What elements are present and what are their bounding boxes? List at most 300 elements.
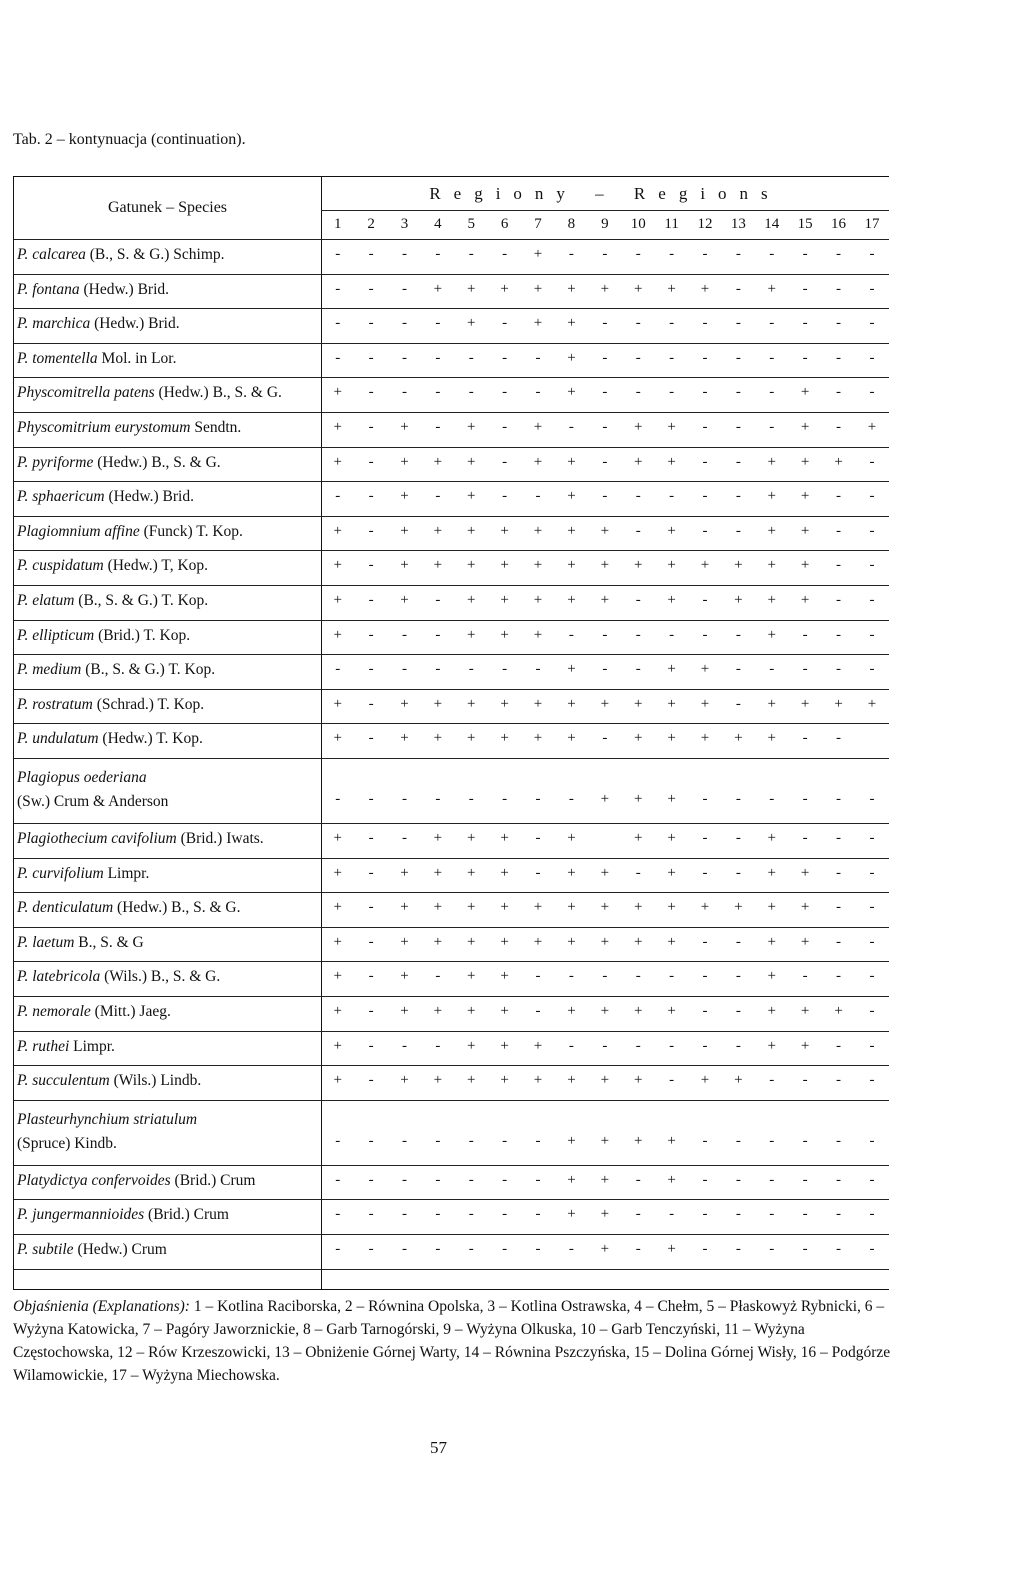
occurrence-mark: -: [735, 626, 741, 643]
occurrence-mark: -: [735, 1241, 741, 1257]
occurrence-mark: -: [335, 246, 341, 262]
occurrence-mark: -: [769, 1072, 775, 1089]
occurrence-mark: -: [769, 384, 775, 401]
species-author: (Sw.) Crum & Anderson: [17, 793, 169, 810]
occurrence-mark: -: [769, 246, 775, 262]
row-rule: [14, 239, 889, 240]
row-rule: [14, 1199, 889, 1200]
occurrence-mark: +: [533, 592, 543, 608]
occurrence-mark: -: [568, 419, 574, 435]
species-name: [17, 934, 144, 952]
occurrence-marks: [321, 696, 889, 713]
occurrence-mark: -: [502, 488, 508, 505]
table-row: [14, 550, 889, 585]
occurrence-mark: -: [869, 864, 875, 881]
occurrence-mark: -: [602, 661, 608, 678]
occurrence-mark: -: [802, 1171, 808, 1188]
occurrence-mark: +: [500, 1072, 509, 1089]
occurrence-mark: +: [800, 1003, 810, 1019]
occurrence-mark: +: [867, 419, 877, 435]
occurrence-mark: -: [602, 315, 608, 332]
occurrence-mark: +: [700, 661, 710, 678]
occurrence-mark: +: [834, 453, 843, 470]
species-author: (B., S. & G.) Schimp.: [89, 246, 225, 263]
occurrence-mark: -: [401, 661, 407, 678]
occurrence-mark: -: [368, 453, 374, 470]
occurrence-mark: -: [435, 968, 441, 985]
occurrence-mark: +: [533, 1037, 543, 1054]
occurrence-mark: -: [568, 626, 574, 643]
occurrence-mark: +: [633, 791, 643, 807]
occurrence-marks: [321, 830, 889, 847]
region-number: 6: [500, 216, 509, 232]
occurrence-mark: -: [502, 1171, 508, 1188]
occurrence-mark: +: [467, 1037, 476, 1054]
table-row: [14, 858, 889, 893]
occurrence-mark: +: [633, 1072, 643, 1089]
explanations-text: 1 – Kotlina Raciborska, 2 – Równina Opolska, 3 – Kotlina Ostrawska, 4 – Chełm, 5 – Płaskowyż Rybnicki, 6 – Wyżyna Katowicka, 7 – Pagóry Jaworznickie, 8 – Garb Tarnogórski, 9 – Wyżyna Olkuska, 10 – Garb Tenczyński, 11 – Wyżyna Częstochowska, 12 – Rów Krzeszowicki, 13 – Obniżenie Górnej Warty, 14 – Równina Pszczyńska, 15 – Dolina Górnej Wisły, 16 – Podgórze Wilamowickie, 17 – Wyżyna Miechowska.: [13, 1298, 891, 1384]
occurrence-mark: +: [500, 592, 509, 608]
occurrence-mark: +: [734, 557, 743, 574]
occurrence-mark: -: [568, 968, 574, 985]
occurrence-mark: +: [400, 1003, 409, 1019]
occurrence-mark: -: [368, 349, 374, 366]
occurrence-mark: -: [368, 280, 374, 297]
occurrence-mark: +: [800, 899, 810, 916]
occurrence-mark: -: [368, 968, 374, 985]
region-number: 5: [467, 216, 475, 232]
species-name: [17, 419, 241, 437]
table-row: [14, 377, 889, 412]
occurrence-mark: -: [869, 1132, 875, 1149]
occurrence-mark: -: [836, 626, 842, 643]
occurrence-mark: +: [800, 488, 810, 505]
occurrence-mark: -: [502, 384, 508, 401]
species-author: (Funck) T. Kop.: [143, 522, 243, 540]
occurrence-mark: +: [600, 557, 610, 574]
occurrence-mark: -: [869, 899, 875, 916]
occurrence-mark: -: [568, 1241, 574, 1257]
occurrence-mark: +: [467, 453, 476, 470]
occurrence-mark: -: [401, 1241, 407, 1257]
region-number: 15: [797, 216, 813, 232]
occurrence-mark: -: [635, 968, 641, 985]
occurrence-mark: -: [602, 626, 608, 643]
occurrence-marks: [321, 661, 889, 678]
occurrence-mark: +: [467, 830, 476, 846]
occurrence-mark: -: [435, 791, 441, 807]
occurrence-mark: [588, 830, 621, 847]
occurrence-mark: -: [869, 453, 875, 470]
occurrence-mark: -: [735, 453, 741, 470]
row-rule: [14, 1234, 889, 1235]
occurrence-mark: +: [667, 592, 676, 608]
occurrence-mark: +: [567, 730, 576, 747]
occurrence-mark: +: [700, 1072, 710, 1089]
species-binomial: latebricola: [32, 968, 101, 986]
table-row: [14, 823, 889, 858]
genus-abbreviation: P.: [17, 695, 29, 713]
occurrence-mark: -: [669, 1206, 675, 1223]
explanations: [13, 1295, 893, 1387]
occurrence-marks: [321, 899, 889, 916]
occurrence-mark: -: [335, 280, 341, 297]
occurrence-mark: +: [533, 899, 543, 916]
species-name: [17, 350, 176, 368]
occurrence-mark: +: [400, 592, 409, 608]
occurrence-mark: +: [433, 557, 443, 574]
occurrence-mark: -: [702, 933, 708, 950]
row-rule: [14, 758, 889, 759]
occurrence-mark: -: [435, 1206, 441, 1223]
occurrence-mark: +: [533, 280, 543, 297]
occurrence-marks: [321, 1133, 889, 1150]
occurrence-marks: [321, 523, 889, 540]
occurrence-mark: -: [435, 488, 441, 505]
occurrence-mark: -: [502, 246, 508, 262]
occurrence-mark: -: [502, 453, 508, 470]
occurrence-mark: -: [368, 315, 374, 332]
species-binomial: succulentum: [32, 1072, 110, 1090]
occurrence-mark: -: [702, 592, 708, 608]
species-binomial: Plagiomnium affine: [17, 522, 140, 540]
row-rule: [14, 892, 889, 893]
occurrence-mark: -: [468, 791, 474, 807]
occurrence-mark: -: [669, 384, 675, 401]
occurrence-mark: -: [702, 791, 708, 807]
occurrence-mark: -: [468, 661, 474, 678]
occurrence-mark: +: [533, 419, 543, 435]
occurrence-mark: -: [769, 1241, 775, 1257]
occurrence-mark: -: [769, 791, 775, 807]
explanations-label: Objaśnienia (Explanations):: [13, 1298, 190, 1315]
occurrence-mark: +: [667, 661, 676, 678]
occurrence-mark: -: [802, 626, 808, 643]
genus-abbreviation: P.: [17, 453, 29, 471]
species-author: (Hedw.) B., S. & G.: [158, 384, 282, 402]
occurrence-mark: +: [633, 899, 643, 916]
occurrence-mark: +: [467, 695, 476, 712]
occurrence-mark: +: [567, 280, 576, 297]
occurrence-mark: -: [368, 1241, 374, 1257]
occurrence-mark: -: [836, 280, 842, 297]
table-caption: Tab. 2 – kontynuacja (continuation).: [13, 131, 246, 148]
occurrence-mark: +: [500, 899, 509, 916]
occurrence-mark: +: [767, 830, 776, 846]
occurrence-mark: -: [368, 1206, 374, 1223]
occurrence-mark: -: [635, 864, 641, 881]
occurrence-mark: -: [836, 1072, 842, 1089]
occurrence-mark: -: [502, 661, 508, 678]
occurrence-mark: -: [869, 1037, 875, 1054]
occurrence-mark: -: [401, 1037, 407, 1054]
occurrence-mark: -: [368, 522, 374, 539]
occurrence-mark: +: [600, 1241, 610, 1257]
occurrence-mark: +: [800, 695, 810, 712]
occurrence-mark: -: [769, 419, 775, 435]
species-name: [17, 488, 194, 506]
occurrence-mark: +: [767, 695, 776, 712]
occurrence-mark: +: [533, 246, 543, 262]
species-author: (Schrad.) T. Kop.: [96, 695, 205, 713]
occurrence-mark: +: [533, 695, 543, 712]
occurrence-mark: +: [500, 968, 509, 985]
occurrence-mark: -: [702, 1003, 708, 1019]
occurrence-mark: +: [633, 695, 643, 712]
occurrence-mark: -: [368, 626, 374, 643]
occurrence-mark: +: [567, 315, 576, 332]
occurrence-mark: -: [535, 1206, 541, 1223]
occurrence-mark: -: [435, 661, 441, 678]
occurrence-mark: -: [368, 1171, 374, 1188]
occurrence-mark: +: [333, 557, 342, 574]
occurrence-mark: +: [467, 419, 476, 435]
occurrence-mark: +: [533, 626, 543, 643]
occurrence-mark: +: [800, 933, 810, 950]
occurrence-mark: +: [700, 695, 710, 712]
occurrence-mark: +: [433, 864, 443, 881]
row-rule: [14, 1269, 889, 1270]
occurrence-mark: -: [802, 349, 808, 366]
species-name: [17, 454, 221, 472]
occurrence-mark: +: [600, 280, 610, 297]
species-binomial: nemorale: [32, 1003, 91, 1020]
occurrence-mark: +: [500, 830, 509, 846]
occurrence-mark: -: [702, 453, 708, 470]
occurrence-mark: +: [600, 1171, 610, 1188]
occurrence-marks: [321, 1206, 889, 1223]
occurrence-marks: [321, 791, 889, 808]
occurrence-marks: [321, 454, 889, 471]
occurrence-mark: +: [333, 419, 342, 435]
occurrence-mark: -: [669, 349, 675, 366]
species-binomial: tomentella: [32, 349, 98, 367]
occurrence-mark: -: [735, 488, 741, 505]
occurrence-mark: -: [836, 864, 842, 881]
species-author: (Spruce) Kindb.: [17, 1134, 117, 1152]
table-row: [14, 274, 889, 309]
table-row: [14, 996, 889, 1031]
occurrence-mark: -: [335, 1206, 341, 1223]
occurrence-mark: -: [468, 1171, 474, 1188]
occurrence-mark: -: [635, 592, 641, 608]
occurrence-mark: -: [368, 488, 374, 505]
occurrence-mark: -: [735, 933, 741, 950]
occurrence-mark: +: [767, 488, 776, 505]
occurrence-mark: +: [567, 695, 576, 712]
region-number: 11: [664, 216, 679, 232]
occurrence-mark: +: [567, 933, 576, 950]
occurrence-mark: +: [667, 899, 676, 916]
occurrence-mark: -: [869, 830, 875, 846]
species-binomial: calcarea: [32, 246, 86, 263]
occurrence-mark: +: [500, 280, 509, 297]
occurrence-mark: -: [735, 419, 741, 435]
occurrence-mark: +: [834, 695, 843, 712]
occurrence-mark: -: [335, 791, 341, 807]
occurrence-mark: +: [767, 730, 776, 747]
occurrence-mark: -: [735, 1171, 741, 1188]
occurrence-mark: -: [535, 1241, 541, 1257]
occurrence-mark: +: [767, 453, 776, 470]
occurrence-mark: +: [767, 557, 776, 574]
occurrence-mark: +: [467, 1072, 476, 1089]
species-author: (Hedw.) Crum: [77, 1241, 167, 1258]
occurrence-marks: [321, 1003, 889, 1020]
species-table: [13, 176, 889, 1290]
occurrence-mark: -: [535, 830, 541, 846]
occurrence-mark: +: [333, 626, 342, 643]
occurrence-mark: -: [602, 384, 608, 401]
occurrence-mark: +: [400, 488, 409, 505]
occurrence-mark: +: [500, 557, 509, 574]
occurrence-mark: -: [869, 1003, 875, 1019]
table-row: [14, 1199, 889, 1234]
occurrence-mark: +: [767, 899, 776, 916]
occurrence-marks: [321, 1172, 889, 1189]
occurrence-mark: -: [368, 899, 374, 916]
table-row: [14, 481, 889, 516]
occurrence-mark: +: [333, 1037, 342, 1054]
occurrence-mark: -: [836, 1206, 842, 1223]
species-author: (Hedw.) Brid.: [108, 488, 194, 506]
occurrence-mark: +: [500, 1037, 509, 1054]
occurrence-mark: -: [836, 557, 842, 574]
occurrence-mark: +: [567, 453, 576, 470]
occurrence-mark: +: [400, 968, 409, 985]
occurrence-mark: -: [735, 349, 741, 366]
occurrence-mark: -: [836, 384, 842, 401]
genus-abbreviation: P.: [17, 349, 29, 367]
occurrence-mark: -: [401, 246, 407, 262]
occurrence-mark: -: [869, 349, 875, 366]
occurrence-mark: +: [333, 899, 342, 916]
occurrence-mark: -: [836, 791, 842, 807]
table-row: [14, 654, 889, 689]
occurrence-mark: -: [735, 280, 741, 297]
occurrence-mark: -: [735, 968, 741, 985]
occurrence-mark: -: [468, 349, 474, 366]
occurrence-mark: +: [600, 695, 610, 712]
table-row: [14, 585, 889, 620]
region-number: 9: [601, 216, 609, 232]
occurrence-mark: -: [602, 968, 608, 985]
occurrence-mark: +: [567, 899, 576, 916]
occurrence-mark: -: [702, 1171, 708, 1188]
genus-abbreviation: P.: [17, 1037, 29, 1055]
occurrence-mark: +: [700, 280, 710, 297]
occurrence-mark: +: [767, 1003, 776, 1019]
region-number: 1: [333, 216, 342, 232]
occurrence-mark: +: [567, 830, 576, 846]
occurrence-mark: +: [600, 864, 610, 881]
occurrence-mark: -: [602, 349, 608, 366]
occurrence-mark: +: [567, 488, 576, 505]
table-row: [14, 1065, 889, 1100]
occurrence-mark: +: [600, 899, 610, 916]
occurrence-mark: +: [400, 522, 409, 539]
genus-abbreviation: P.: [17, 1206, 29, 1224]
occurrence-mark: +: [633, 830, 643, 846]
species-name: [17, 557, 208, 575]
occurrence-mark: +: [667, 730, 676, 747]
row-rule: [14, 620, 889, 621]
genus-abbreviation: P.: [17, 1003, 29, 1020]
occurrence-mark: -: [669, 626, 675, 643]
occurrence-marks: [321, 627, 889, 644]
occurrence-mark: +: [700, 557, 710, 574]
occurrence-mark: -: [802, 830, 808, 846]
occurrence-mark: -: [535, 661, 541, 678]
occurrence-mark: +: [734, 899, 743, 916]
occurrence-mark: +: [333, 968, 342, 985]
species-name: [17, 1108, 197, 1156]
occurrence-mark: -: [802, 730, 808, 747]
occurrence-mark: +: [567, 661, 576, 678]
row-rule: [14, 1031, 889, 1032]
species-name: [17, 1038, 115, 1056]
occurrence-mark: +: [433, 933, 443, 950]
table-row: [14, 1031, 889, 1066]
row-rule: [14, 343, 889, 344]
species-binomial: Plasteurhynchium striatulum: [17, 1110, 198, 1128]
occurrence-mark: -: [435, 1241, 441, 1257]
occurrence-mark: -: [702, 349, 708, 366]
occurrence-mark: -: [836, 1132, 842, 1149]
occurrence-mark: -: [435, 419, 441, 435]
occurrence-mark: -: [635, 661, 641, 678]
occurrence-mark: -: [468, 384, 474, 401]
occurrence-mark: +: [533, 315, 543, 332]
occurrence-mark: -: [735, 695, 741, 712]
occurrence-mark: +: [800, 592, 810, 608]
species-binomial: jungermannioides: [32, 1206, 145, 1224]
occurrence-mark: -: [368, 1132, 374, 1149]
occurrence-mark: -: [435, 315, 441, 332]
occurrence-mark: -: [836, 661, 842, 678]
occurrence-mark: -: [368, 864, 374, 881]
species-author: (Hedw.) T. Kop.: [102, 730, 203, 748]
occurrence-mark: +: [567, 1132, 576, 1149]
occurrence-mark: +: [400, 557, 409, 574]
occurrence-mark: +: [467, 968, 476, 985]
row-rule: [14, 654, 889, 655]
occurrence-mark: +: [567, 864, 576, 881]
occurrence-mark: +: [633, 557, 643, 574]
species-author: (Hedw.) T, Kop.: [107, 557, 209, 575]
table-row: [14, 723, 889, 758]
species-binomial: undulatum: [32, 730, 99, 748]
occurrence-mark: +: [667, 280, 676, 297]
region-number: 10: [630, 216, 646, 232]
occurrence-mark: +: [867, 695, 877, 712]
occurrence-mark: -: [602, 246, 608, 262]
occurrence-mark: -: [502, 791, 508, 807]
species-header: Gatunek – Species: [107, 199, 228, 216]
occurrence-mark: -: [869, 661, 875, 678]
occurrence-mark: +: [600, 933, 610, 950]
genus-abbreviation: P.: [17, 730, 29, 748]
occurrence-mark: +: [600, 592, 610, 608]
occurrence-mark: -: [368, 1072, 374, 1089]
occurrence-mark: -: [368, 419, 374, 435]
genus-abbreviation: P.: [17, 968, 29, 986]
occurrence-mark: -: [435, 384, 441, 401]
table-row: [14, 447, 889, 482]
occurrence-marks: [321, 384, 889, 401]
region-number: 3: [400, 216, 409, 232]
occurrence-mark: -: [368, 592, 374, 608]
